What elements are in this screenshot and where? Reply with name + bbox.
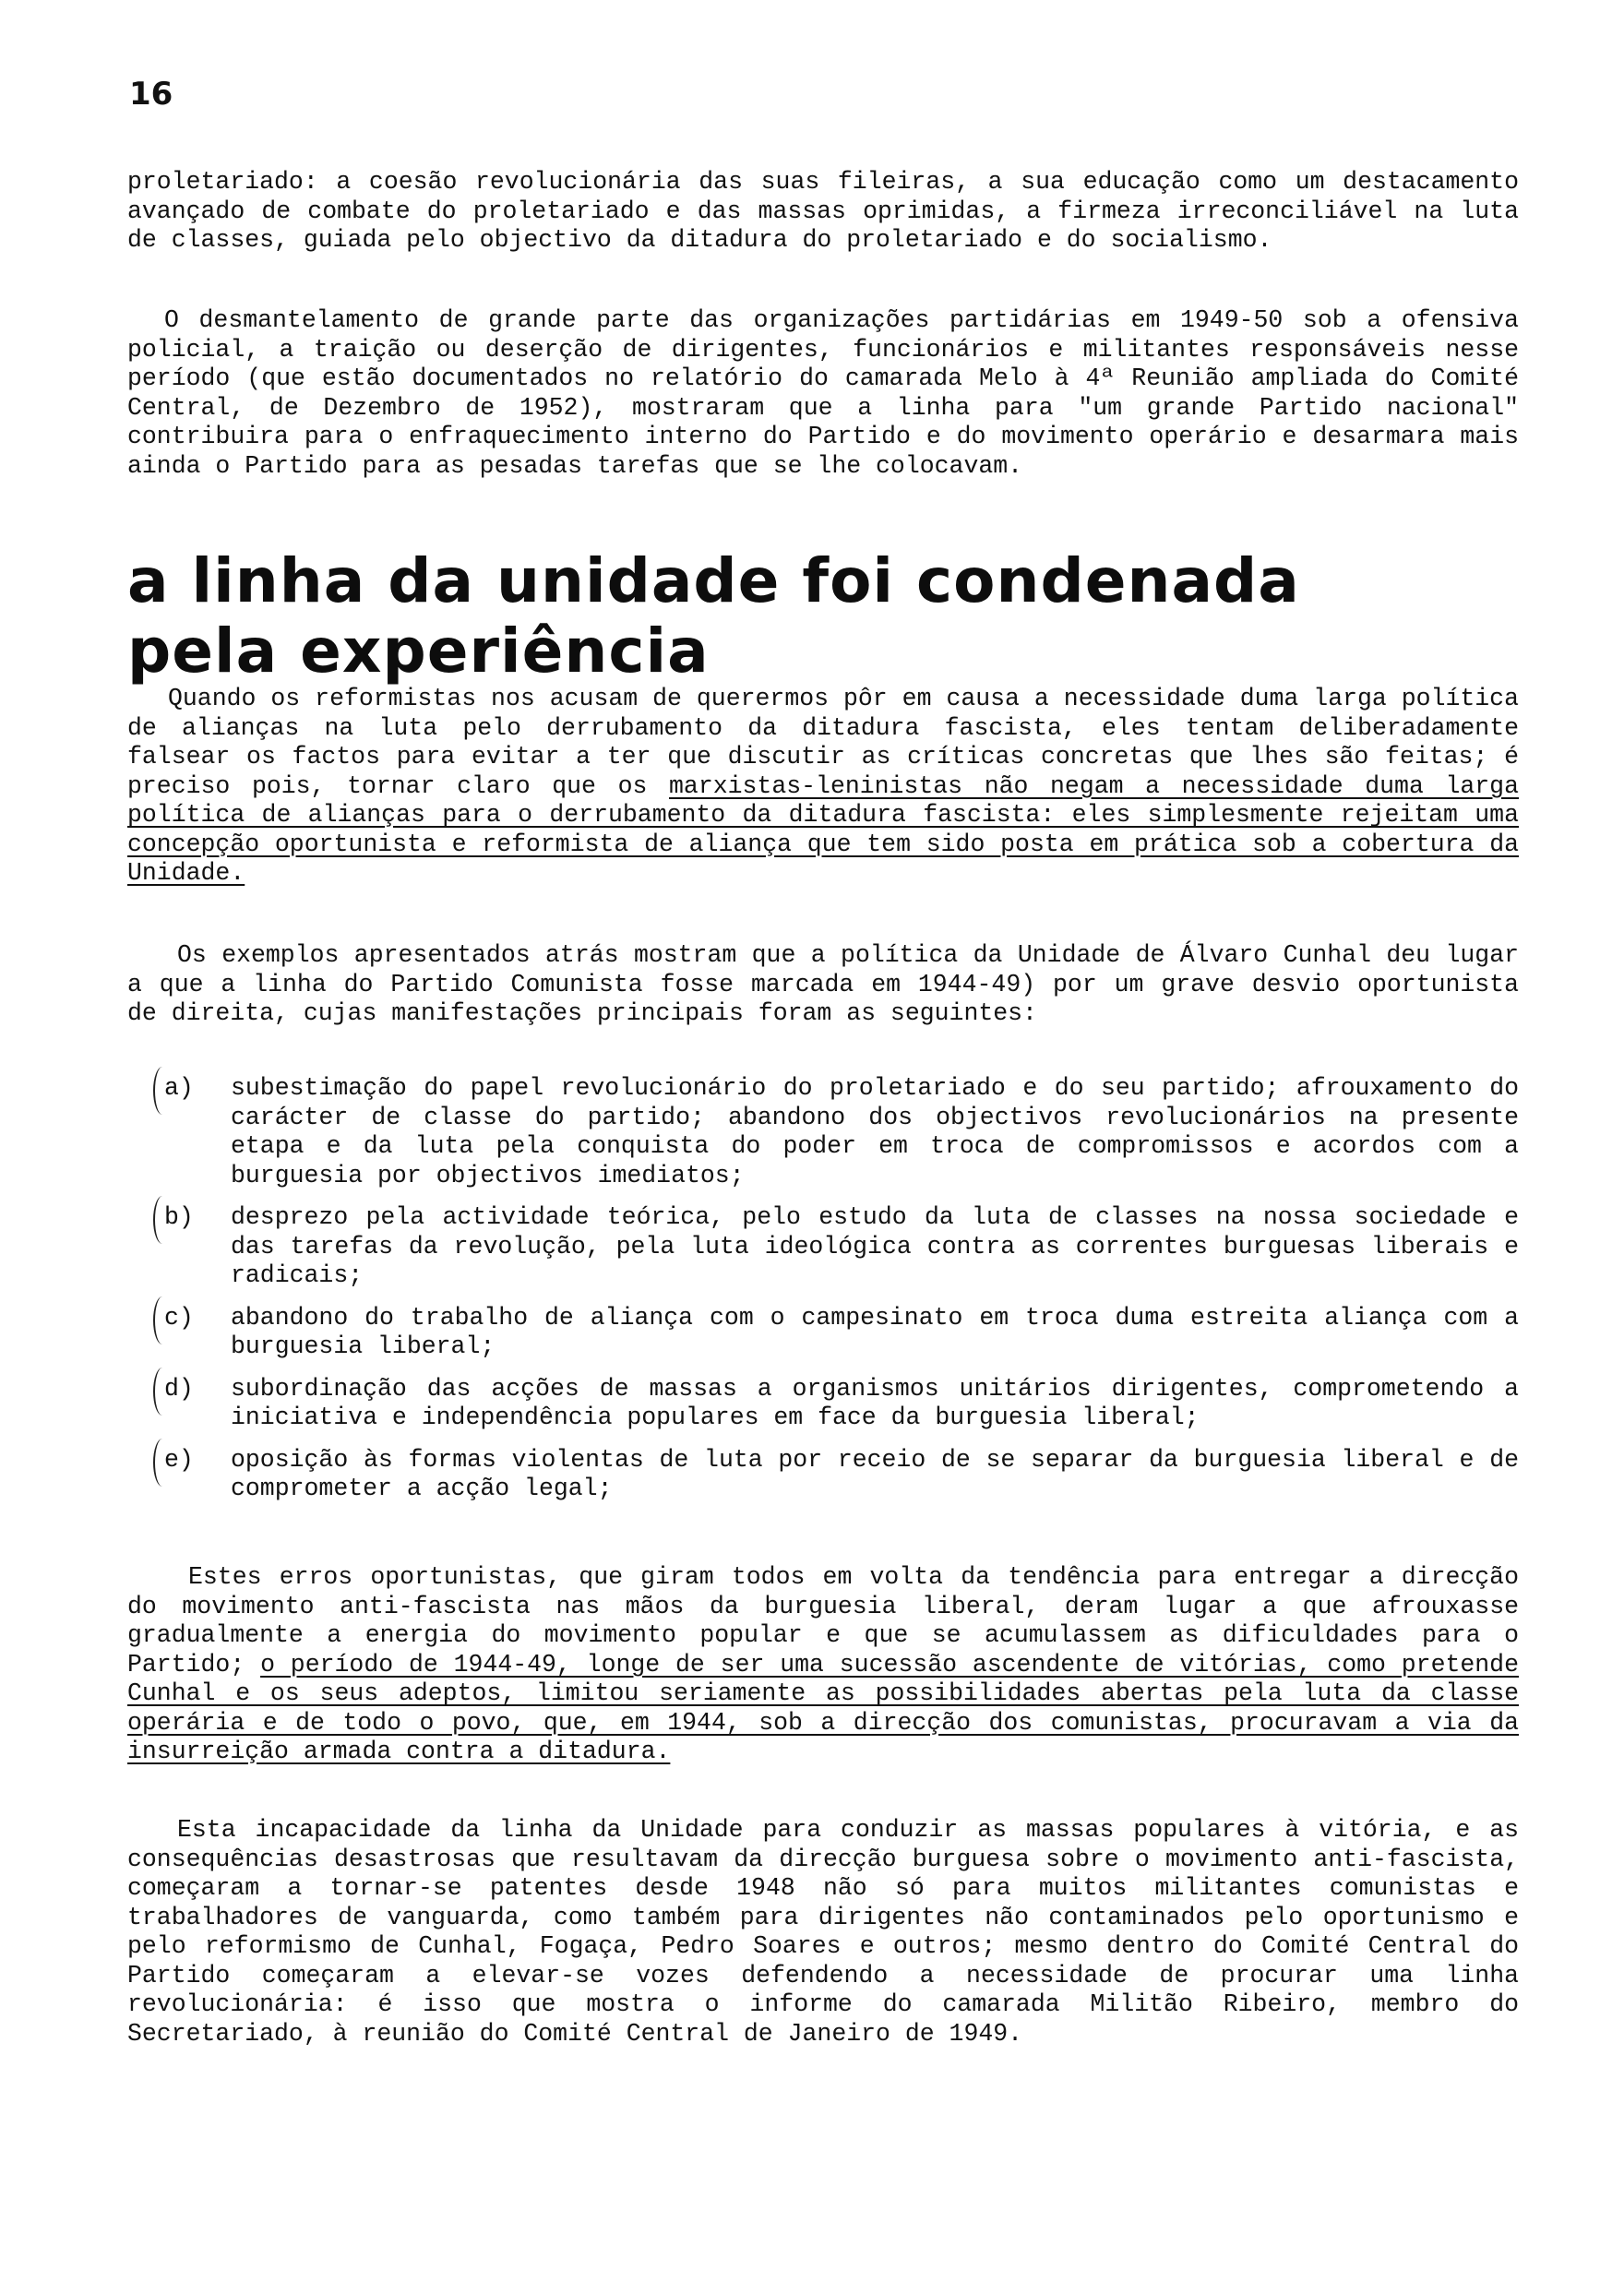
paragraph-1 [127, 168, 1519, 256]
deviation-list [164, 1074, 1519, 1504]
paragraph-5 [127, 1563, 1519, 1767]
list-item [164, 1304, 1519, 1362]
list-item [164, 1074, 1519, 1190]
list-item [164, 1203, 1519, 1291]
list-item-label: e) [164, 1445, 194, 1474]
paragraph-5-underlined: o período de 1944-49, longe de ser uma sucessão ascendente de vitórias, como pretende Cunhal e os seus adeptos, limitou seriamente as possibilidades abertas pela luta da classe operária e de todo o povo, que, em 1944, sob a direcção dos comunistas, procuravam a via da insurreição armada contra a ditadura. [127, 1650, 1519, 1765]
heading-line-1: a linha da unidade foi condenada [127, 545, 1300, 616]
list-item-text: subordinação das acções de massas a organismos unitários dirigentes, comprometendo a iniciativa e independência populares em face da burguesia liberal; [231, 1374, 1519, 1431]
paragraph-5-plain: Estes erros oportunistas, que giram todos em volta da tendência para entregar a direcção do movimento anti-fascista nas mãos da burguesia liberal, deram lugar a que afrouxasse gradualmente a energia do movimento popular e que se acumulassem as dificuldades para o Partido; [127, 1563, 1519, 1679]
page-number: 16 [129, 76, 173, 113]
list-item-text: abandono do trabalho de aliança com o campesinato em troca duma estreita aliança com a burguesia liberal; [231, 1303, 1519, 1360]
list-item-label: c) [164, 1303, 194, 1332]
heading-line-2: pela experiência [127, 615, 710, 687]
list-item [164, 1446, 1519, 1504]
paragraph-3-text [127, 685, 1519, 889]
list-item-text: subestimação do papel revolucionário do proletariado e do seu partido; afrouxamento do carácter de classe do partido; abandono dos objectivos revolucionários na presente etapa e da luta pela conquista do poder em troca de compromissos e acordos com a burguesia por objectivos imediatos; [231, 1074, 1519, 1189]
paragraph-5-text [127, 1563, 1519, 1767]
list-item-text: oposição às formas violentas de luta por receio de se separar da burguesia liberal e de comprometer a acção legal; [231, 1445, 1519, 1502]
paragraph-4 [127, 941, 1519, 1029]
paragraph-2 [127, 306, 1519, 481]
list-item-text: desprezo pela actividade teórica, pelo estudo da luta de classes na nossa sociedade e das tarefas da revolução, pela luta ideológica contra as correntes burguesas liberais e radicais; [231, 1203, 1519, 1289]
paragraph-4-text: Os exemplos apresentados atrás mostram que a política da Unidade de Álvaro Cunhal deu lugar a que a linha do Partido Comunista fosse marcada em 1944-49) por um grave desvio oportunista de direita, cujas manifestações principais foram as seguintes: [127, 941, 1519, 1027]
section-heading [127, 546, 1519, 687]
paragraph-6-text: Esta incapacidade da linha da Unidade para conduzir as massas populares à vitória, e as consequências desastrosas que resultavam da direcção burguesa sobre o movimento anti-fascista, começaram a tornar-se patentes desde 1948 não só para muitos militantes comunistas e trabalhadores de vanguarda, como também para dirigentes não contaminados pelo oportunismo e pelo reformismo de Cunhal, Fogaça, Pedro Soares e outros; mesmo dentro do Comité Central do Partido começaram a elevar-se vozes defendendo a necessidade de procurar uma linha revolucionária: é isso que mostra o informe do camarada Militão Ribeiro, membro do Secretariado, à reunião do Comité Central de Janeiro de 1949. [127, 1816, 1519, 2048]
paragraph-3-underlined: marxistas-leninistas não negam a necessidade duma larga política de alianças para o derrubamento da ditadura fascista: eles simplesmente rejeitam uma concepção oportunista e reformista de aliança que tem sido posta em prática sob a cobertura da Unidade. [127, 771, 1519, 887]
paragraph-2-text: O desmantelamento de grande parte das organizações partidárias em 1949-50 sob a ofensiva policial, a traição ou deserção de dirigentes, funcionários e militantes responsáveis nesse período (que estão documentados no relatório do camarada Melo à 4ª Reunião ampliada do Comité Central, de Dezembro de 1952), mostraram que a linha para "um grande Partido nacional" contribuira para o enfraquecimento interno do Partido e do movimento operário e desarmara mais ainda o Partido para as pesadas tarefas que se lhe colocavam. [127, 306, 1519, 480]
list-item [164, 1375, 1519, 1433]
paragraph-3 [127, 685, 1519, 889]
list-item-label: d) [164, 1374, 194, 1403]
paragraph-6 [127, 1816, 1519, 2049]
paragraph-1-text: proletariado: a coesão revolucionária das suas fileiras, a sua educação como um destacamento avançado de combate do proletariado e das massas oprimidas, a firmeza irreconciliável na luta de classes, guiada pelo objectivo da ditadura do proletariado e do socialismo. [127, 168, 1519, 254]
list-item-label: a) [164, 1074, 194, 1102]
paragraph-3-plain: Quando os reformistas nos acusam de querermos pôr em causa a necessidade duma larga política de alianças na luta pelo derrubamento da ditadura fascista, eles tentam deliberadamente falsear os factos para evitar a ter que discutir as críticas concretas que lhes são feitas; é preciso pois, tornar claro que os [127, 685, 1519, 800]
list-item-label: b) [164, 1203, 194, 1231]
